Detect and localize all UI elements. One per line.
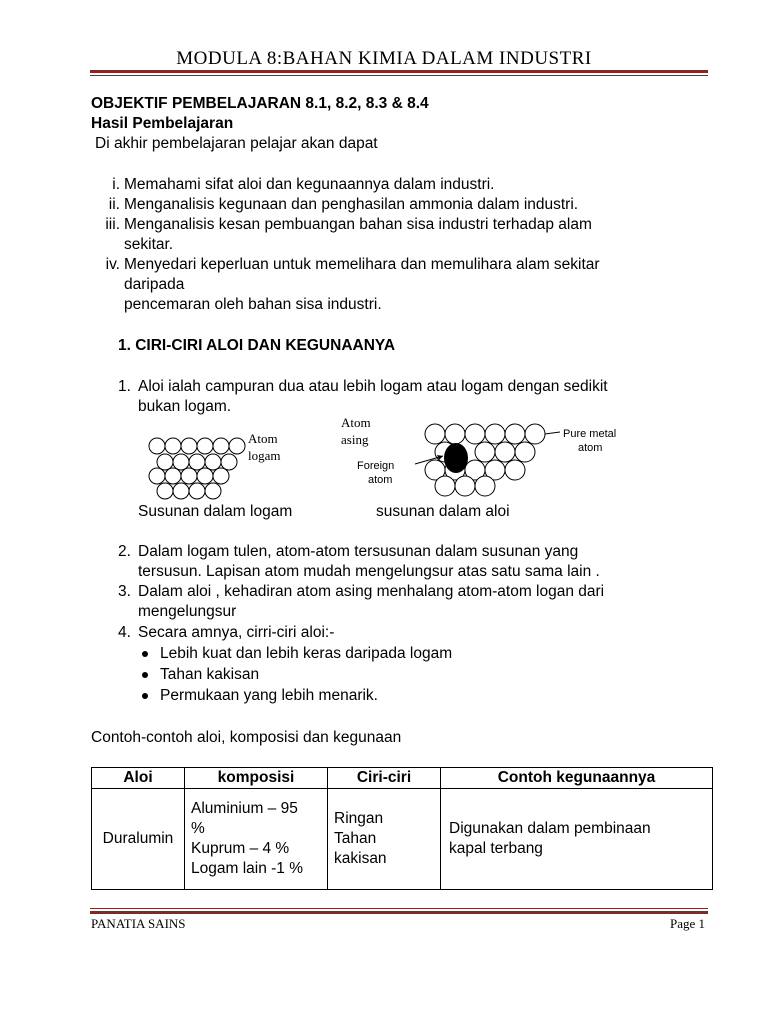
- cell-aloi: [92, 789, 185, 890]
- cell-kegunaan: [441, 789, 713, 890]
- cell-aloi-text: Duralumin: [102, 830, 174, 847]
- point-number: 4.: [118, 624, 131, 641]
- page-number: Page 1: [669, 916, 705, 931]
- bullet-item: Lebih kuat dan lebih keras daripada logam: [160, 645, 453, 662]
- list-number: iv.: [105, 256, 120, 273]
- section-heading: 1. CIRI-CIRI ALOI DAN KEGUNAANYA: [118, 337, 396, 354]
- point-number: 3.: [118, 583, 131, 600]
- cell-kegunaan-line: Digunakan dalam pembinaan: [449, 820, 651, 837]
- caption-alloy: susunan dalam aloi: [376, 503, 510, 520]
- list-number: iii.: [105, 216, 120, 233]
- column-header-komposisi: komposisi: [185, 768, 328, 789]
- bullet-icon: [142, 651, 148, 657]
- label-foreign-atom: Foreign: [357, 460, 395, 472]
- label-pure-metal: Pure metal: [563, 428, 617, 440]
- column-header-ciri: Ciri-ciri: [328, 768, 441, 789]
- pure-metal-diagram: [140, 430, 250, 500]
- column-header-aloi: Aloi: [92, 768, 185, 789]
- footer-rule-thin: [90, 908, 708, 909]
- list-item-continuation: pencemaran oleh bahan sisa industri.: [124, 296, 382, 313]
- list-item: Menganalisis kegunaan dan penghasilan ammonia dalam industri.: [124, 196, 579, 213]
- column-header-kegunaan: Contoh kegunaannya: [441, 768, 713, 789]
- cell-komposisi-line: Aluminium – 95: [191, 800, 298, 817]
- cell-komposisi-line: %: [191, 820, 205, 837]
- caption-pure-metal: Susunan dalam logam: [138, 503, 293, 520]
- alloy-table: [91, 767, 713, 890]
- label-foreign-atom-line2: atom: [368, 474, 393, 486]
- point-text: Secara amnya, cirri-ciri aloi:-: [138, 624, 335, 641]
- objectives-subheading: Hasil Pembelajaran: [91, 115, 234, 132]
- list-item: Menganalisis kesan pembuangan bahan sisa industri terhadap alam: [124, 216, 592, 233]
- page-header-title: MODULA 8:BAHAN KIMIA DALAM INDUSTRI: [176, 48, 592, 69]
- label-atom-logam: Atom: [248, 431, 278, 446]
- footer-left: PANATIA SAINS: [91, 916, 186, 931]
- list-item: Menyedari keperluan untuk memelihara dan memulihara alam sekitar: [124, 256, 600, 273]
- cell-komposisi-line: Logam lain -1 %: [191, 860, 304, 877]
- bullet-item: Tahan kakisan: [160, 666, 260, 683]
- bullet-item: Permukaan yang lebih menarik.: [160, 687, 378, 704]
- point-text: Dalam aloi , kehadiran atom asing menhalang atom-atom logan dari: [138, 583, 605, 600]
- list-item-continuation: daripada: [124, 276, 185, 293]
- table-row: [92, 789, 713, 890]
- cell-ciri-line: Tahan: [334, 830, 377, 847]
- table-intro: Contoh-contoh aloi, komposisi dan kegunaan: [91, 729, 402, 746]
- table-header-row: [92, 768, 713, 789]
- point-number: 2.: [118, 543, 131, 560]
- list-number: i.: [112, 176, 120, 193]
- objectives-list: [90, 175, 710, 315]
- point-text: Dalam logam tulen, atom-atom tersusunan dalam susunan yang: [138, 543, 579, 560]
- cell-ciri: [328, 789, 441, 890]
- point-text-continuation: bukan logam.: [138, 398, 232, 415]
- header-rule: [90, 70, 708, 73]
- list-item: Memahami sifat aloi dan kegunaannya dalam industri.: [124, 176, 495, 193]
- label-atom-asing: Atom: [341, 415, 371, 430]
- cell-kegunaan-line: kapal terbang: [449, 840, 543, 857]
- cell-komposisi-line: Kuprum – 4 %: [191, 840, 290, 857]
- cell-ciri-line: kakisan: [334, 850, 387, 867]
- objectives-intro: Di akhir pembelajaran pelajar akan dapat: [95, 135, 378, 152]
- point-text-continuation: tersusun. Lapisan atom mudah mengelungsur atas satu sama lain .: [138, 563, 600, 580]
- bullet-icon: [142, 672, 148, 678]
- label-atom-asing-line2: asing: [341, 432, 369, 447]
- foreign-atom-marker: [444, 443, 468, 473]
- objectives-heading: OBJEKTIF PEMBELAJARAN 8.1, 8.2, 8.3 & 8.4: [91, 95, 429, 112]
- header-rule-thin: [90, 75, 708, 76]
- point-text-continuation: mengelungsur: [138, 603, 237, 620]
- label-atom-logam-line2: logam: [248, 448, 281, 463]
- point-number: 1.: [118, 378, 131, 395]
- footer-rule: [90, 911, 708, 914]
- list-item-continuation: sekitar.: [124, 236, 174, 253]
- bullet-icon: [142, 693, 148, 699]
- label-pure-metal-line2: atom: [578, 442, 603, 454]
- point-text: Aloi ialah campuran dua atau lebih logam atau logam dengan sedikit: [138, 378, 608, 395]
- list-number: ii.: [108, 196, 120, 213]
- cell-ciri-line: Ringan: [334, 810, 384, 827]
- cell-komposisi: [185, 789, 328, 890]
